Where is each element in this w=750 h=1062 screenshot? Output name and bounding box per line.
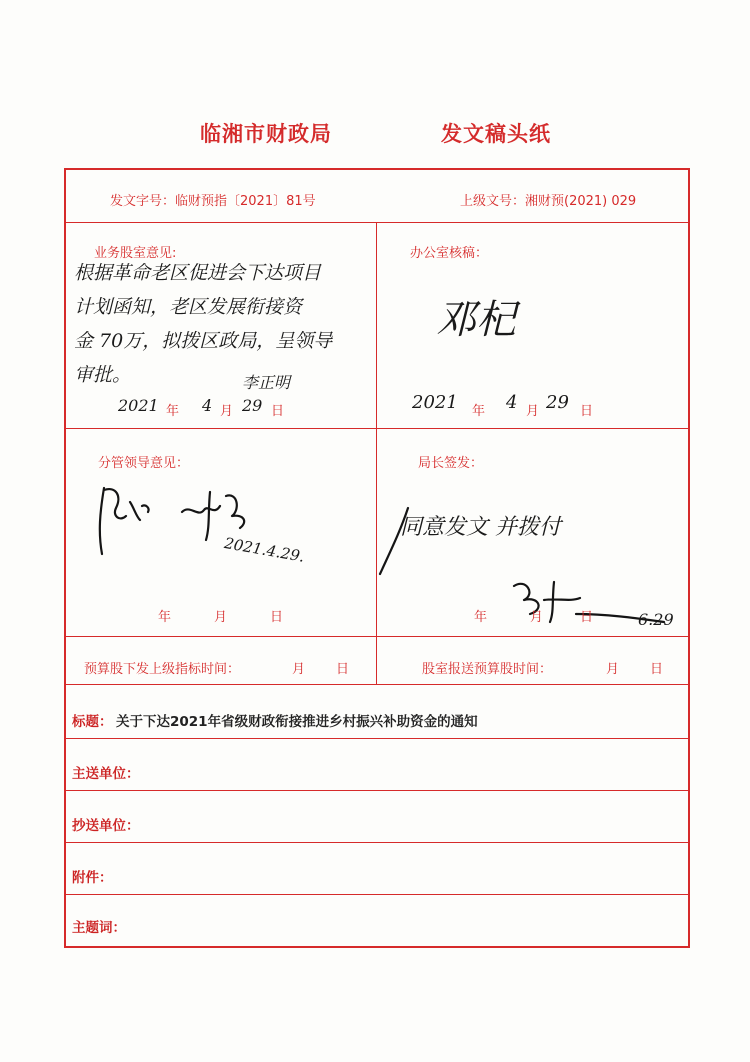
biz-opinion-line-1: 根据革命老区促进会下达项目 xyxy=(74,262,322,284)
office-month-label: 月 xyxy=(526,404,540,419)
main-recipient-label: 主送单位： xyxy=(72,766,140,782)
document-header xyxy=(0,118,750,152)
rule-row3 xyxy=(66,636,688,637)
director-signature-scribble xyxy=(496,570,706,630)
office-label: 办公室核稿： xyxy=(410,246,489,261)
dept-submit-time-label: 股室报送预算股时间： xyxy=(422,662,553,677)
director-month-label: 月 xyxy=(530,610,544,625)
subject-text: 关于下达2021年省级财政衔接推进乡村振兴补助资金的通知 xyxy=(116,714,478,730)
biz-label: 业务股室意见: xyxy=(94,246,177,261)
office-date-year: 2021 xyxy=(412,392,458,413)
leader-day-label: 日 xyxy=(270,610,284,625)
leader-hand-date: 2021.4.29. xyxy=(222,534,306,566)
director-instruction: 同意发文 并拨付 xyxy=(400,515,561,540)
org-name: 临湘市财政局 xyxy=(200,122,332,146)
rule-cc xyxy=(66,842,688,843)
biz-signature: 李正明 xyxy=(242,373,291,392)
leader-month-label: 月 xyxy=(214,610,228,625)
biz-year-label: 年 xyxy=(166,404,180,419)
budget-issue-time-label: 预算股下发上级指标时间： xyxy=(84,662,241,677)
leader-year-label: 年 xyxy=(158,610,172,625)
office-date-day: 29 xyxy=(546,392,569,413)
rule-row2 xyxy=(66,428,688,429)
upper-doc-number: 上级文号：湘财预(2021) 029 xyxy=(460,194,637,209)
leader-label: 分管领导意见： xyxy=(98,456,190,471)
budget-issue-month-label: 月 xyxy=(292,662,306,677)
office-date-month: 4 xyxy=(506,392,518,413)
director-hand-date: 6.29 xyxy=(638,610,674,629)
director-day-label: 日 xyxy=(580,610,594,625)
rule-row1 xyxy=(66,222,688,223)
form-frame xyxy=(64,168,690,948)
biz-date-year: 2021 xyxy=(118,396,159,415)
keywords-label: 主题词： xyxy=(72,920,126,936)
biz-opinion-line-3: 金 70万，拟拨区政局，呈领导 xyxy=(74,330,333,352)
rule-main xyxy=(66,790,688,791)
director-stroke xyxy=(378,504,418,576)
attachment-label: 附件： xyxy=(72,870,113,886)
rule-title xyxy=(66,738,688,739)
doc-number: 发文字号：临财预指〔2021〕81号 xyxy=(110,194,316,209)
office-signature: 邓杞 xyxy=(436,297,516,343)
dept-submit-day-label: 日 xyxy=(650,662,664,677)
column-divider xyxy=(376,222,377,684)
dept-submit-month-label: 月 xyxy=(606,662,620,677)
subject-label: 标题： xyxy=(72,714,113,730)
biz-date-day: 29 xyxy=(242,396,263,415)
director-label: 局长签发： xyxy=(418,456,484,471)
office-day-label: 日 xyxy=(580,404,594,419)
doc-type-title: 发文稿头纸 xyxy=(441,122,551,146)
rule-row4 xyxy=(66,684,688,685)
budget-issue-day-label: 日 xyxy=(336,662,350,677)
biz-month-label: 月 xyxy=(220,404,234,419)
director-year-label: 年 xyxy=(474,610,488,625)
office-year-label: 年 xyxy=(472,404,486,419)
biz-opinion-line-2: 计划函知，老区发展衔接资 xyxy=(74,296,303,318)
rule-attach xyxy=(66,894,688,895)
biz-day-label: 日 xyxy=(271,404,285,419)
cc-recipient-label: 抄送单位： xyxy=(72,818,140,834)
biz-date-month: 4 xyxy=(202,396,213,415)
biz-opinion-line-4: 审批。 xyxy=(74,364,132,386)
